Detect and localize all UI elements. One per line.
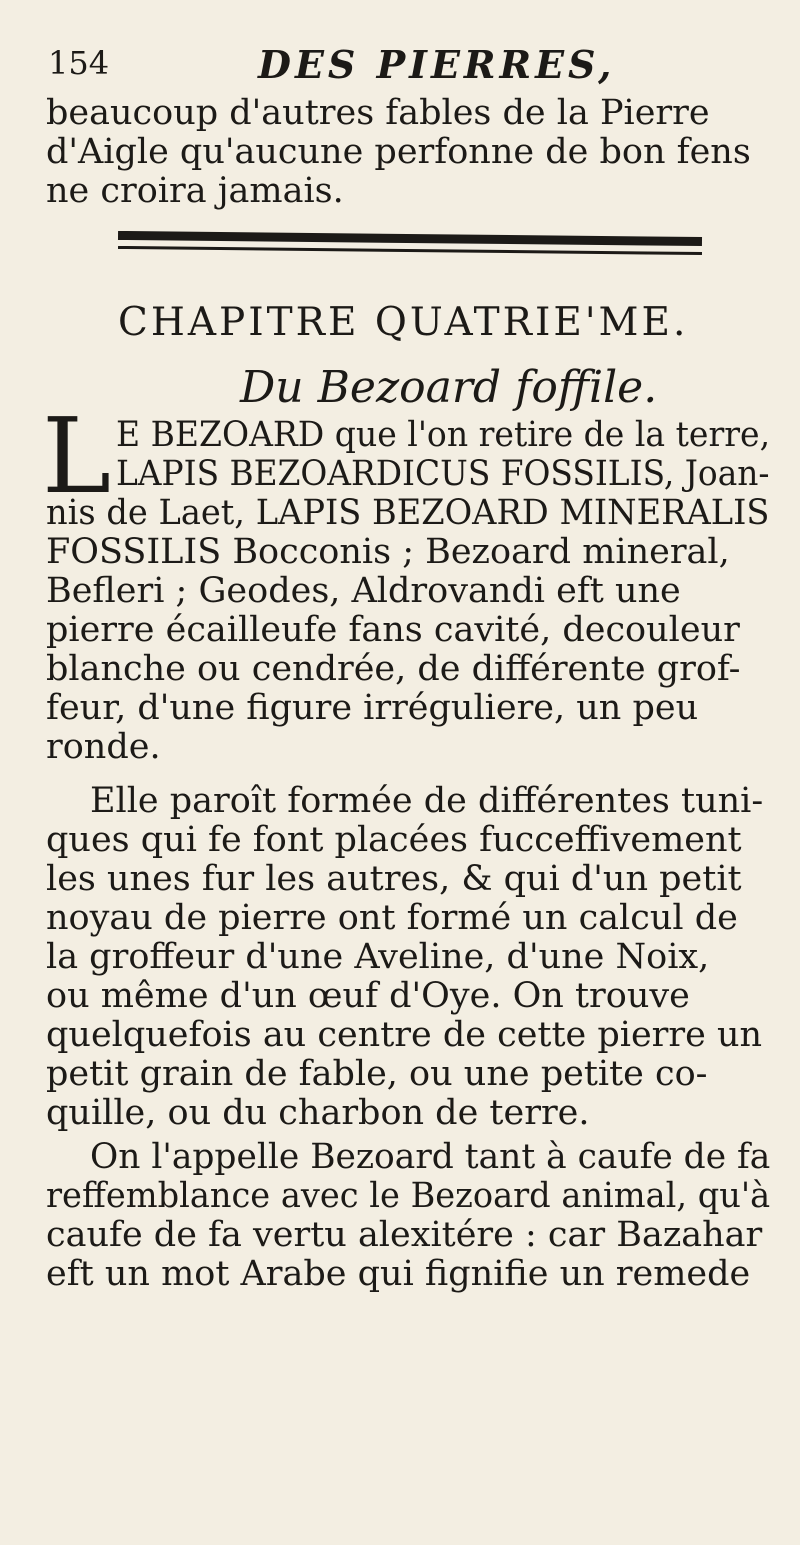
running-title: DES PIERRES, bbox=[258, 42, 616, 87]
text-line: petit grain de fable, ou une petite co- bbox=[46, 1054, 708, 1094]
text-line: feur, d'une figure irréguliere, un peu bbox=[46, 688, 699, 728]
text-line: les unes fur les autres, & qui d'un petit bbox=[46, 859, 742, 899]
chapter-title: CHAPITRE QUATRIE'ME. bbox=[118, 300, 689, 345]
intro-line: d'Aigle qu'aucune perfonne de bon fens bbox=[46, 132, 751, 172]
text-line: On l'appelle Bezoard tant à caufe de fa bbox=[90, 1137, 771, 1177]
text-line: quelquefois au centre de cette pierre un bbox=[46, 1015, 763, 1055]
text-line: Befleri ; Geodes, Aldrovandi eft une bbox=[46, 571, 681, 611]
intro-line: beaucoup d'autres fables de la Pierre bbox=[46, 93, 710, 133]
chapter-subtitle: Du Bezoard foffile. bbox=[240, 362, 658, 413]
page-number: 154 bbox=[48, 44, 110, 82]
ornamental-rule bbox=[118, 231, 702, 246]
drop-cap: L bbox=[42, 395, 112, 517]
text-line: blanche ou cendrée, de différente grof- bbox=[46, 649, 741, 689]
text-line: noyau de pierre ont formé un calcul de bbox=[46, 898, 738, 938]
text-line: reffemblance avec le Bezoard animal, qu'à bbox=[46, 1176, 771, 1216]
text-line: ou même d'un œuf d'Oye. On trouve bbox=[46, 976, 690, 1016]
text-line: la groffeur d'une Aveline, d'une Noix, bbox=[46, 937, 710, 977]
text-line: nis de Laet, LAPIS BEZOARD MINERALIS bbox=[46, 493, 770, 533]
text-line: FOSSILIS Bocconis ; Bezoard mineral, bbox=[46, 532, 730, 572]
text-line: quille, ou du charbon de terre. bbox=[46, 1093, 590, 1133]
text-line: Elle paroît formée de différentes tuni- bbox=[90, 781, 764, 821]
text-line: E BEZOARD que l'on retire de la terre, bbox=[116, 415, 771, 455]
text-line: ronde. bbox=[46, 727, 161, 767]
text-line: pierre écailleufe fans cavité, decouleur bbox=[46, 610, 740, 650]
text-line: eft un mot Arabe qui fignifie un remede bbox=[46, 1254, 751, 1294]
text-line: ques qui fe font placées fucceffivement bbox=[46, 820, 742, 860]
text-line: LAPIS BEZOARDICUS FOSSILIS, Joan- bbox=[116, 454, 770, 494]
text-line: caufe de fa vertu alexitére : car Bazahar bbox=[46, 1215, 763, 1255]
ornamental-rule-thin bbox=[118, 246, 702, 255]
page-header bbox=[48, 42, 768, 88]
intro-line: ne croira jamais. bbox=[46, 171, 344, 211]
